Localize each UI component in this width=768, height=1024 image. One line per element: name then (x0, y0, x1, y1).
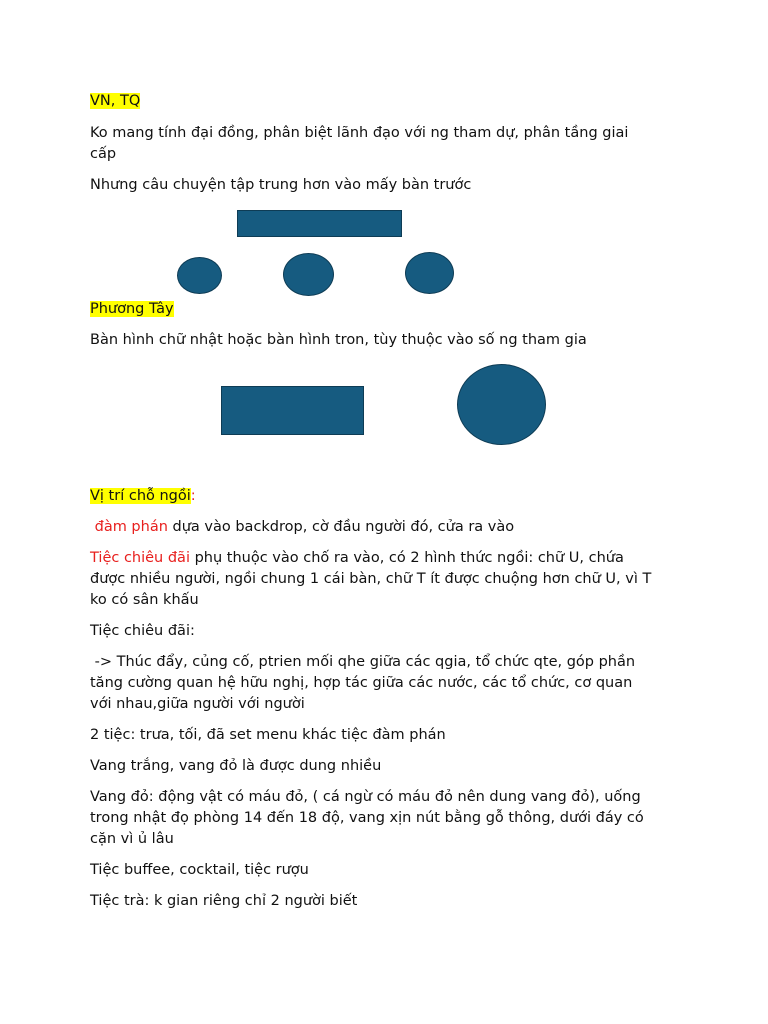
head-table-rectangle (237, 210, 402, 237)
paragraph-line: với nhau,giữa người với người (90, 696, 305, 712)
round-table-large (457, 364, 546, 445)
heading-colon: : (190, 488, 196, 504)
paragraph-line: Tiệc chiêu đãi: (90, 623, 195, 639)
paragraph-line: Tiệc trà: k gian riêng chỉ 2 người biết (90, 893, 358, 909)
heading-phuong-tay (90, 299, 690, 320)
round-table-left (177, 257, 222, 294)
paragraph-line: cấp (90, 146, 117, 162)
paragraph-line: Tiệc buffee, cocktail, tiệc rượu (90, 862, 309, 878)
rectangular-table (221, 386, 364, 435)
round-table-right (405, 252, 454, 294)
heading-vn-tq (90, 91, 690, 112)
dam-phan-label: đàm phán (94, 519, 168, 535)
highlighted-heading: VN, TQ (90, 93, 141, 109)
paragraph-line: cặn vì ủ lâu (90, 831, 174, 847)
paragraph-line: Nhưng câu chuyện tập trung hơn vào mấy bàn trước (90, 177, 472, 193)
tiec-text: phụ thuộc vào chố ra vào, có 2 hình thức ngồi: chữ U, chứa (194, 550, 624, 566)
paragraph-line: -> Thúc đẩy, củng cố, ptrien mối qhe giữa các qgia, tổ chức qte, góp phần (90, 654, 636, 670)
paragraph-line: Vang đỏ: động vật có máu đỏ, ( cá ngừ có máu đỏ nên dung vang đỏ), uống (90, 789, 641, 805)
paragraph-line: tăng cường quan hệ hữu nghị, hợp tác giữa các nước, các tổ chức, cơ quan (90, 675, 633, 691)
heading-vi-tri-cho-ngoi (90, 486, 690, 507)
paragraph-line: Vang trắng, vang đỏ là được dung nhiều (90, 758, 382, 774)
round-table-center (283, 253, 334, 296)
tiec-chieu-dai-label: Tiệc chiêu đãi (90, 550, 190, 566)
tiec-chieu-dai-line (90, 548, 690, 569)
highlighted-heading: Phương Tây (90, 301, 174, 317)
dam-phan-text: dựa vào backdrop, cờ đầu người đó, cửa ra vào (172, 519, 515, 535)
paragraph-line: Ko mang tính đại đồng, phân biệt lãnh đạo với ng tham dự, phân tầng giai (90, 125, 629, 141)
paragraph-line: ko có sân khấu (90, 592, 199, 608)
highlighted-heading: Vị trí chỗ ngồi (90, 488, 191, 504)
paragraph-line: trong nhật đọ phòng 14 đến 18 độ, vang xịn nút bằng gỗ thông, dưới đáy có (90, 810, 644, 826)
paragraph-line: 2 tiệc: trưa, tối, đã set menu khác tiệc đàm phán (90, 727, 446, 743)
paragraph-line: được nhiều người, ngồi chung 1 cái bàn, chữ T ít được chuộng hơn chữ U, vì T (90, 571, 652, 587)
dam-phan-line (90, 517, 690, 538)
paragraph-line: Bàn hình chữ nhật hoặc bàn hình tron, tùy thuộc vào số ng tham gia (90, 332, 587, 348)
